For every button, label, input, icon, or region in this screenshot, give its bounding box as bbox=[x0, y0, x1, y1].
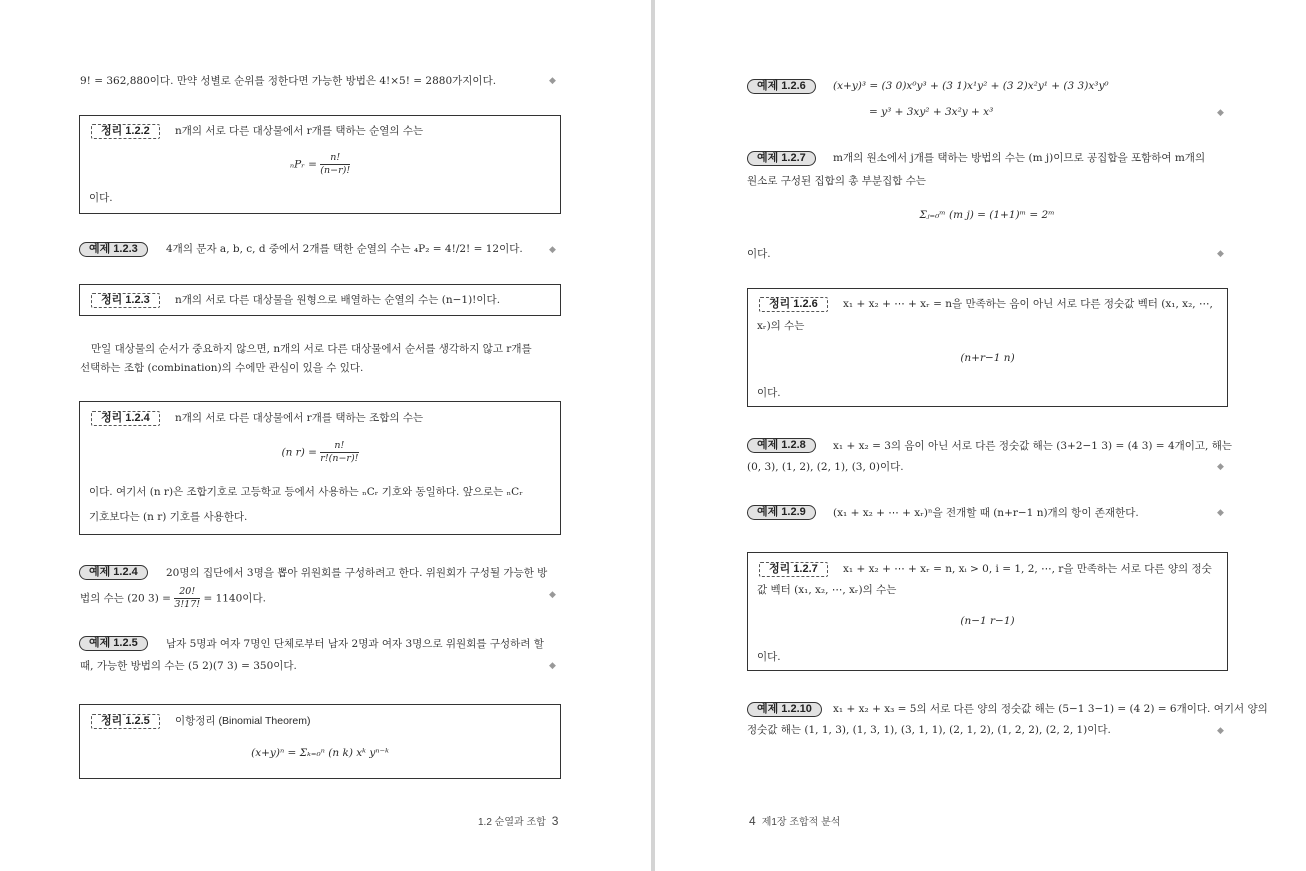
theorem-box-1-2-7 bbox=[747, 552, 1228, 671]
example-line-1: (x₁ + x₂ + ⋯ + xᵣ)ⁿ을 전개할 때 (n+r−1 n)개의 항이 존재한다. bbox=[833, 507, 1139, 519]
theorem-box-1-2-4 bbox=[79, 401, 561, 535]
example-tag-1-2-6: 예제 1.2.6 bbox=[747, 79, 816, 94]
example-tag-1-2-3: 예제 1.2.3 bbox=[79, 242, 148, 257]
theorem-line-2: 값 벡터 (x₁, x₂, ⋯, xᵣ)의 수는 bbox=[757, 584, 897, 596]
fraction-numerator: 20! bbox=[174, 586, 200, 599]
example-line-2: (0, 3), (1, 2), (2, 1), (3, 0)이다. bbox=[747, 461, 904, 473]
paragraph-line-2: 선택하는 조합 (combination)의 수에만 관심이 있을 수 있다. bbox=[80, 362, 364, 374]
example-line-1: x₁ + x₂ = 3의 음이 아닌 서로 다른 정숫값 해는 (3+2−1 3) = (4 3) = 4개이고, 해는 bbox=[833, 440, 1233, 452]
example-text: = 1140이다. bbox=[203, 592, 266, 605]
example-line-2: = y³ + 3xy² + 3x²y + x³ bbox=[869, 106, 994, 118]
left-page bbox=[0, 0, 651, 871]
theorem-line-2: 이다. 여기서 (n r)은 조합기호로 고등학교 등에서 사용하는 ₙCᵣ 기호와 동일하다. 앞으로는 ₙCᵣ bbox=[89, 486, 523, 498]
theorem-line-1: x₁ + x₂ + ⋯ + xᵣ = n을 만족하는 음이 아닌 서로 다른 정숫값 벡터 (x₁, x₂, ⋯, bbox=[843, 298, 1213, 310]
permutation-formula bbox=[80, 152, 560, 177]
end-mark-icon: ◆ bbox=[549, 661, 556, 671]
end-mark-icon: ◆ bbox=[1217, 508, 1224, 518]
theorem-end: 이다. bbox=[757, 387, 781, 399]
example-tag-1-2-4: 예제 1.2.4 bbox=[79, 565, 148, 580]
right-page bbox=[655, 0, 1306, 871]
paragraph-line-1: 만일 대상물의 순서가 중요하지 않으면, n개의 서로 다른 대상물에서 순서를 생각하지 않고 r개를 bbox=[91, 343, 532, 355]
theorem-end: 이다. bbox=[757, 651, 781, 663]
theorem-line-3: 기호보다는 (n r) 기호를 사용한다. bbox=[89, 511, 248, 523]
example-line-1: x₁ + x₂ + x₃ = 5의 서로 다른 양의 정숫값 해는 (5−1 3−1) = (4 2) = 6개이다. 여기서 양의 bbox=[833, 703, 1268, 715]
theorem-text: n개의 서로 다른 대상물에서 r개를 택하는 순열의 수는 bbox=[175, 125, 424, 137]
theorem-formula: (n−1 r−1) bbox=[960, 615, 1015, 627]
fraction-numerator: n! bbox=[320, 152, 350, 165]
page-number: 4 bbox=[749, 814, 756, 828]
page-number: 3 bbox=[551, 814, 559, 828]
theorem-box-1-2-3 bbox=[79, 284, 561, 316]
fraction-denominator: r!(n−r)! bbox=[320, 453, 359, 464]
formula-lhs: ₙPᵣ = bbox=[289, 158, 317, 171]
fraction-denominator: 3!17! bbox=[174, 599, 201, 610]
formula-lhs: (n r) = bbox=[281, 446, 317, 459]
example-line-2: 정숫값 해는 (1, 1, 3), (1, 3, 1), (3, 1, 1), (2, 1, 2), (1, 2, 2), (2, 2, 1)이다. bbox=[747, 724, 1111, 736]
example-line-1: (x+y)³ = (3 0)x⁰y³ + (3 1)x¹y² + (3 2)x²y¹ + (3 3)x³y⁰ bbox=[833, 80, 1109, 92]
example-line-2 bbox=[80, 586, 266, 611]
example-tag-1-2-10: 예제 1.2.10 bbox=[747, 702, 822, 717]
example-line-2: 원소로 구성된 집합의 총 부분집합 수는 bbox=[747, 175, 926, 187]
formula-fraction bbox=[320, 152, 350, 177]
example-text: 법의 수는 (20 3) = bbox=[80, 592, 171, 605]
example-end: 이다. bbox=[747, 248, 771, 260]
end-mark-icon: ◆ bbox=[1217, 462, 1224, 472]
example-line-1: 남자 5명과 여자 7명인 단체로부터 남자 2명과 여자 3명으로 위원회를 구성하려 할 bbox=[166, 638, 544, 650]
theorem-text: n개의 서로 다른 대상물을 원형으로 배열하는 순열의 수는 (n−1)!이다. bbox=[175, 294, 501, 306]
example-fraction bbox=[174, 586, 200, 611]
theorem-end: 이다. bbox=[89, 192, 113, 204]
fraction-numerator: n! bbox=[320, 440, 358, 453]
theorem-text: n개의 서로 다른 대상물에서 r개를 택하는 조합의 수는 bbox=[175, 412, 424, 424]
formula-fraction bbox=[320, 440, 358, 465]
example-tag-1-2-8: 예제 1.2.8 bbox=[747, 438, 816, 453]
page-footer-right bbox=[743, 813, 840, 828]
example-tag-1-2-7: 예제 1.2.7 bbox=[747, 151, 816, 166]
theorem-tag: 정리 1.2.5 bbox=[91, 714, 160, 729]
combination-formula bbox=[80, 440, 560, 465]
footer-section: 1.2 순열과 조합 bbox=[478, 817, 546, 828]
example-line-1: 20명의 집단에서 3명을 뽑아 위원회를 구성하려고 한다. 위원회가 구성될 가능한 방 bbox=[166, 567, 548, 579]
fraction-denominator: (n−r)! bbox=[320, 165, 351, 176]
theorem-tag: 정리 1.2.3 bbox=[91, 293, 160, 308]
theorem-tag: 정리 1.2.2 bbox=[91, 124, 160, 139]
theorem-text: 이항정리 (Binomial Theorem) bbox=[175, 715, 311, 727]
example-line-2: 때, 가능한 방법의 수는 (5 2)(7 3) = 350이다. bbox=[80, 660, 297, 672]
page-footer-left bbox=[478, 813, 564, 828]
example-text: 4개의 문자 a, b, c, d 중에서 2개를 택한 순열의 수는 ₄P₂ = 4!/2! = 12이다. bbox=[166, 243, 523, 255]
example-line-1: m개의 원소에서 j개를 택하는 방법의 수는 (m j)이므로 공집합을 포함하여 m개의 bbox=[833, 152, 1206, 164]
binomial-formula: (x+y)ⁿ = Σₖ₌₀ⁿ (n k) xᵏ yⁿ⁻ᵏ bbox=[251, 747, 389, 759]
end-mark-icon: ◆ bbox=[549, 590, 556, 600]
end-mark-icon: ◆ bbox=[549, 245, 556, 255]
sum-formula: Σⱼ₌₀ᵐ (m j) = (1+1)ᵐ = 2ᵐ bbox=[919, 209, 1055, 221]
theorem-box-1-2-5 bbox=[79, 704, 561, 779]
theorem-tag: 정리 1.2.4 bbox=[91, 411, 160, 426]
theorem-tag: 정리 1.2.7 bbox=[759, 562, 828, 577]
theorem-box-1-2-2 bbox=[79, 115, 561, 214]
end-mark-icon: ◆ bbox=[1217, 249, 1224, 259]
end-mark-icon: ◆ bbox=[1217, 726, 1224, 736]
example-tag-1-2-5: 예제 1.2.5 bbox=[79, 636, 148, 651]
end-mark-icon: ◆ bbox=[1217, 108, 1224, 118]
example-tag-1-2-9: 예제 1.2.9 bbox=[747, 505, 816, 520]
footer-chapter: 제1장 조합적 분석 bbox=[761, 817, 841, 828]
end-mark-icon: ◆ bbox=[549, 76, 556, 86]
theorem-box-1-2-6 bbox=[747, 288, 1228, 407]
theorem-line-2: xᵣ)의 수는 bbox=[757, 320, 805, 332]
theorem-line-1: x₁ + x₂ + ⋯ + xᵣ = n, xᵢ > 0, i = 1, 2, ⋯, r을 만족하는 서로 다른 양의 정숫 bbox=[843, 563, 1212, 575]
theorem-formula: (n+r−1 n) bbox=[960, 352, 1015, 364]
theorem-tag: 정리 1.2.6 bbox=[759, 297, 828, 312]
intro-line: 9! = 362,880이다. 만약 성별로 순위를 정한다면 가능한 방법은 4!×5! = 2880가지이다. bbox=[80, 75, 497, 87]
